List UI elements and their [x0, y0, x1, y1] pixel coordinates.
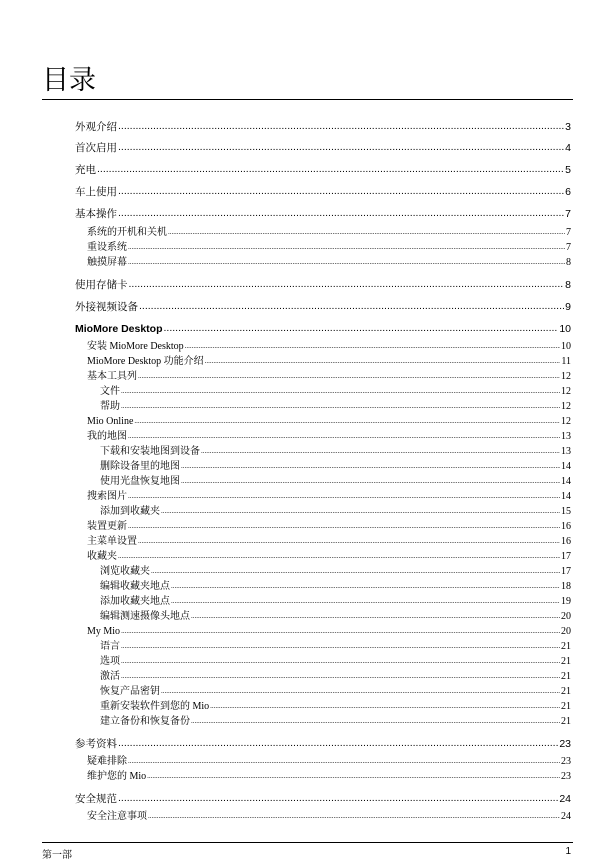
toc-entry[interactable] [87, 520, 571, 533]
toc-entry-page: 23 [561, 756, 571, 767]
toc-dot-leader [168, 226, 565, 239]
toc-entry-label: 基本工具列 [87, 371, 137, 382]
toc-entry-page: 16 [561, 521, 571, 532]
toc-entry-page: 6 [565, 186, 571, 198]
toc-entry-label: 参考资料 [75, 738, 117, 750]
toc-entry-label: 添加收藏夹地点 [100, 596, 170, 607]
toc-entry-label: 触摸屏幕 [87, 257, 127, 268]
toc-entry-page: 18 [561, 581, 571, 592]
toc-entry-label: 外接视频设备 [75, 301, 138, 313]
toc-dot-leader [201, 445, 560, 458]
toc-entry[interactable] [87, 415, 571, 428]
toc-entry-page: 21 [561, 686, 571, 697]
toc-dot-leader [129, 278, 565, 291]
toc-entry-label: MioMore Desktop 功能介绍 [87, 356, 204, 367]
toc-entry-page: 21 [561, 701, 571, 712]
toc-entry[interactable] [87, 490, 571, 503]
toc-entry[interactable] [75, 322, 571, 336]
toc-entry-label: 安全注意事项 [87, 811, 147, 822]
toc-entry[interactable] [75, 737, 571, 751]
toc-entry[interactable] [87, 355, 571, 368]
toc-dot-leader [148, 810, 560, 823]
toc-entry[interactable] [75, 185, 571, 199]
toc-entry-label: 激活 [100, 671, 120, 682]
toc-entry-page: 10 [559, 323, 571, 335]
toc-entry-page: 11 [561, 356, 571, 367]
toc-entry-label: 装置更新 [87, 521, 127, 532]
toc-entry-label: 文件 [100, 386, 120, 397]
toc-entry-page: 14 [561, 491, 571, 502]
footer-divider [42, 842, 573, 843]
toc-entry-page: 12 [561, 371, 571, 382]
toc-dot-leader [128, 490, 560, 503]
toc-entry-label: 下载和安装地图到设备 [100, 446, 200, 457]
toc-entry[interactable] [100, 475, 571, 488]
toc-entry-page: 7 [565, 208, 571, 220]
toc-dot-leader [171, 595, 560, 608]
toc-dot-leader [121, 670, 560, 683]
toc-entry-page: 17 [561, 566, 571, 577]
toc-entry[interactable] [75, 141, 571, 155]
toc-entry-label: My Mio [87, 626, 121, 637]
toc-entry-page: 16 [561, 536, 571, 547]
toc-entry-page: 12 [561, 416, 571, 427]
toc-dot-leader [138, 370, 560, 383]
toc-dot-leader [161, 505, 560, 518]
toc-entry-label: 搜索图片 [87, 491, 127, 502]
toc-entry[interactable] [100, 385, 571, 398]
toc-entry[interactable] [75, 163, 571, 177]
toc-entry[interactable] [87, 241, 571, 254]
toc-dot-leader [128, 520, 560, 533]
toc-dot-leader [181, 460, 560, 473]
toc-entry-page: 9 [565, 301, 571, 313]
toc-entry-label: 选项 [100, 656, 120, 667]
toc-entry-label: 收藏夹 [87, 551, 117, 562]
toc-entry[interactable] [87, 535, 571, 548]
toc-entry-page: 24 [561, 811, 571, 822]
toc-entry[interactable] [100, 595, 571, 608]
toc-entry-page: 4 [565, 142, 571, 154]
toc-entry-page: 5 [565, 164, 571, 176]
toc-dot-leader [118, 207, 564, 220]
toc-entry-label: 语言 [100, 641, 120, 652]
toc-dot-leader [139, 300, 564, 313]
toc-entry-label: 编辑测速摄像头地点 [100, 611, 190, 622]
toc-entry-page: 14 [561, 461, 571, 472]
toc-entry-page: 10 [561, 341, 571, 352]
toc-entry[interactable] [100, 580, 571, 593]
toc-entry-label: 编辑收藏夹地点 [100, 581, 170, 592]
toc-entry-page: 12 [561, 401, 571, 412]
toc-dot-leader [185, 340, 560, 353]
toc-entry[interactable] [87, 550, 571, 563]
toc-entry-page: 15 [561, 506, 571, 517]
toc-entry-label: 浏览收藏夹 [100, 566, 150, 577]
toc-entry[interactable] [100, 655, 571, 668]
toc-entry-page: 8 [565, 279, 571, 291]
toc-entry-label: 删除设备里的地图 [100, 461, 180, 472]
toc-entry-label: 恢复产品密钥 [100, 686, 160, 697]
toc-entry[interactable] [100, 445, 571, 458]
toc-entry-label: 建立备份和恢复备份 [100, 716, 190, 727]
toc-dot-leader [147, 770, 560, 783]
toc-entry-page: 17 [561, 551, 571, 562]
toc-entry-label: 重新安装软件到您的 Mio [100, 701, 210, 712]
toc-entry-label: 系统的开机和关机 [87, 227, 167, 238]
toc-entry-page: 21 [561, 656, 571, 667]
toc-dot-leader [128, 241, 565, 254]
toc-entry-page: 24 [559, 793, 571, 805]
toc-entry[interactable] [87, 340, 571, 353]
toc-entry-page: 23 [561, 771, 571, 782]
toc-entry-label: 车上使用 [75, 186, 117, 198]
toc-entry-label: 维护您的 Mio [87, 771, 147, 782]
toc-dot-leader [164, 322, 559, 335]
toc-dot-leader [128, 755, 560, 768]
toc-entry[interactable] [87, 370, 571, 383]
toc-entry-page: 7 [566, 227, 571, 238]
toc-dot-leader [191, 715, 560, 728]
toc-entry-page: 12 [561, 386, 571, 397]
toc-entry-label: 安全规范 [75, 793, 117, 805]
toc-entry-label: 充电 [75, 164, 96, 176]
toc-entry[interactable] [100, 460, 571, 473]
toc-entry[interactable] [100, 700, 571, 713]
toc-entry-page: 21 [561, 641, 571, 652]
toc-dot-leader [118, 550, 560, 563]
toc-entry[interactable] [100, 640, 571, 653]
toc-dot-leader [118, 792, 558, 805]
toc-entry[interactable] [100, 670, 571, 683]
toc-dot-leader [161, 685, 560, 698]
toc-entry-page: 20 [561, 626, 571, 637]
toc-entry-label: 重设系统 [87, 242, 127, 253]
toc-entry[interactable] [87, 256, 571, 269]
toc-entry[interactable] [75, 278, 571, 292]
toc-entry-page: 8 [566, 257, 571, 268]
toc-entry-label: 使用存储卡 [75, 279, 128, 291]
toc-entry-page: 13 [561, 431, 571, 442]
toc-dot-leader [118, 120, 564, 133]
toc-entry-label: 我的地图 [87, 431, 127, 442]
toc-entry-label: 主菜单设置 [87, 536, 137, 547]
toc-dot-leader [138, 535, 560, 548]
toc-entry-page: 21 [561, 716, 571, 727]
toc-entry-label: 添加到收藏夹 [100, 506, 160, 517]
toc-entry[interactable] [87, 625, 571, 638]
toc-entry[interactable] [75, 120, 571, 134]
toc-entry[interactable] [87, 755, 571, 768]
toc-entry-label: 基本操作 [75, 208, 117, 220]
toc-entry-page: 19 [561, 596, 571, 607]
toc-dot-leader [121, 385, 560, 398]
toc-entry[interactable] [87, 810, 571, 823]
toc-dot-leader [121, 625, 560, 638]
toc-dot-leader [181, 475, 560, 488]
toc-entry-page: 7 [566, 242, 571, 253]
toc-entry-label: 使用光盘恢复地图 [100, 476, 180, 487]
toc-entry-page: 14 [561, 476, 571, 487]
toc-dot-leader [121, 655, 560, 668]
toc-dot-leader [121, 640, 560, 653]
toc-dot-leader [118, 185, 564, 198]
toc-dot-leader [118, 141, 564, 154]
toc-entry-label: 安装 MioMore Desktop [87, 341, 184, 352]
toc-entry[interactable] [87, 770, 571, 783]
toc-entry-page: 3 [565, 121, 571, 133]
toc-entry-page: 21 [561, 671, 571, 682]
toc-dot-leader [191, 610, 560, 623]
footer-page-number: 1 [565, 846, 571, 857]
toc-entry[interactable] [75, 792, 571, 806]
page-title: 目录 [42, 65, 96, 96]
toc-entry-page: 13 [561, 446, 571, 457]
toc-entry[interactable] [100, 685, 571, 698]
toc-entry[interactable] [75, 207, 571, 221]
toc-entry-label: 帮助 [100, 401, 120, 412]
toc-entry-label: MioMore Desktop [75, 323, 163, 335]
toc-entry[interactable] [100, 610, 571, 623]
toc-dot-leader [121, 400, 560, 413]
toc-dot-leader [151, 565, 560, 578]
toc-entry[interactable] [100, 565, 571, 578]
toc-entry-label: 疑难排除 [87, 756, 127, 767]
toc-dot-leader [205, 355, 561, 368]
toc-dot-leader [210, 700, 560, 713]
toc-dot-leader [171, 580, 560, 593]
toc-entry[interactable] [100, 400, 571, 413]
toc-dot-leader [128, 256, 565, 269]
toc-entry[interactable] [100, 505, 571, 518]
toc-dot-leader [134, 415, 560, 428]
toc-dot-leader [97, 163, 564, 176]
toc-entry[interactable] [87, 226, 571, 239]
toc-entry[interactable] [75, 300, 571, 314]
toc-entry-page: 23 [559, 738, 571, 750]
toc-dot-leader [118, 737, 558, 750]
toc-entry-page: 20 [561, 611, 571, 622]
toc-dot-leader [128, 430, 560, 443]
toc-entry-label: Mio Online [87, 416, 134, 427]
toc-entry[interactable] [100, 715, 571, 728]
footer-section-label: 第一部 [42, 850, 72, 861]
toc-entry-label: 外观介绍 [75, 121, 117, 133]
toc-entry-label: 首次启用 [75, 142, 117, 154]
toc-entry[interactable] [87, 430, 571, 443]
